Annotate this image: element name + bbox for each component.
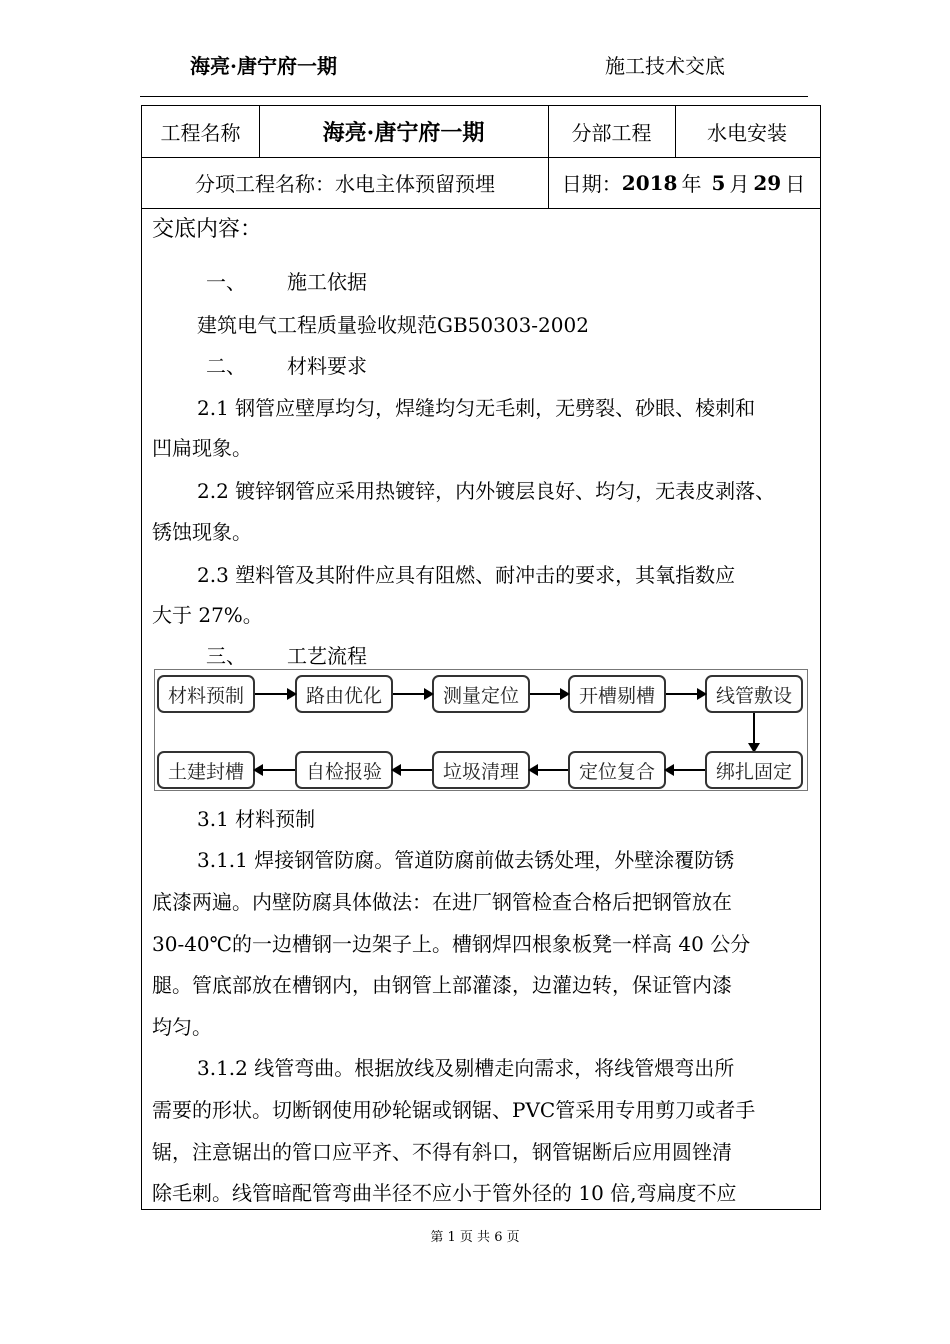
para-3-1-1-line1: 3.1.1 焊接钢管防腐。管道防腐前做去锈处理，外壁涂覆防锈	[197, 848, 735, 872]
flow-arrow-right	[255, 693, 295, 695]
flow-arrow-left	[666, 769, 705, 771]
flow-arrow-left	[530, 769, 568, 771]
subitem-name: 分项工程名称：水电主体预留预埋	[195, 172, 495, 196]
date-month: 5	[711, 170, 726, 195]
para-2-2-line2: 锈蚀现象。	[152, 520, 252, 544]
section-3-title: 工艺流程	[287, 644, 367, 668]
flow-arrow-right	[393, 693, 432, 695]
para-3-1-1-line4: 腿。管底部放在槽钢内，由钢管上部灌漆，边灌边转，保证管内漆	[152, 973, 732, 997]
section-1-text: 建筑电气工程质量验收规范GB50303-2002	[197, 313, 589, 337]
date-year: 2018	[621, 170, 678, 195]
para-3-1-1-line2: 底漆两遍。内壁防腐具体做法：在进厂钢管检查合格后把钢管放在	[152, 890, 732, 914]
section-2-title: 材料要求	[287, 354, 367, 378]
date-day: 29	[753, 170, 782, 195]
para-3-1-2-line2: 需要的形状。切断钢使用砂轮锯或钢锯、PVC管采用专用剪刀或者手	[152, 1098, 756, 1122]
para-3-1-2-line1: 3.1.2 线管弯曲。根据放线及剔槽走向需求，将线管煨弯出所	[197, 1056, 735, 1080]
table-row-project	[142, 106, 820, 158]
date-day-unit: 日	[785, 172, 806, 196]
flow-step-3: 测量定位	[432, 675, 530, 713]
flow-step-8: 垃圾清理	[432, 751, 530, 789]
section-3-number: 三、	[206, 644, 246, 668]
section-1-number: 一、	[206, 270, 246, 294]
header-project: 海亮·唐宁府一期	[190, 54, 337, 78]
flow-step-2: 路由优化	[295, 675, 393, 713]
date-year-unit: 年	[681, 172, 702, 196]
para-2-3-line1: 2.3 塑料管及其附件应具有阻燃、耐冲击的要求，其氧指数应	[197, 563, 736, 587]
flow-step-4: 开槽剔槽	[568, 675, 666, 713]
flow-step-10: 土建封槽	[157, 751, 255, 789]
para-3-1-2-line4: 除毛刺。线管暗配管弯曲半径不应小于管外径的 10 倍,弯扁度不应	[152, 1181, 737, 1205]
date-label: 日期：	[561, 172, 622, 196]
flow-arrow-right	[530, 693, 568, 695]
division-label: 分部工程	[571, 121, 652, 145]
flow-step-6: 绑扎固定	[705, 751, 803, 789]
project-name-label: 工程名称	[160, 121, 241, 145]
table-row-subitem	[142, 157, 820, 209]
date-field	[548, 157, 819, 208]
header-doc-type: 施工技术交底	[605, 54, 725, 78]
para-2-2-line1: 2.2 镀锌钢管应采用热镀锌，内外镀层良好、均匀，无表皮剥落、	[197, 479, 776, 503]
para-3-1: 3.1 材料预制	[197, 807, 316, 831]
flow-step-7: 定位复合	[568, 751, 666, 789]
division-value: 水电安装	[707, 121, 787, 145]
flow-arrow-left	[255, 769, 295, 771]
flow-arrow-right	[666, 693, 705, 695]
flow-arrow-down	[753, 713, 755, 751]
header-divider	[140, 96, 808, 97]
project-name-value: 海亮·唐宁府一期	[322, 120, 485, 146]
flow-step-5: 线管敷设	[705, 675, 803, 713]
para-3-1-1-line3: 30-40℃的一边槽钢一边架子上。槽钢焊四根象板凳一样高 40 公分	[152, 932, 751, 956]
section-2-number: 二、	[206, 354, 246, 378]
para-2-1-line2: 凹扁现象。	[152, 436, 252, 460]
para-2-1-line1: 2.1 钢管应壁厚均匀，焊缝均匀无毛刺，无劈裂、砂眼、棱刺和	[197, 396, 756, 420]
date-month-unit: 月	[729, 172, 750, 196]
para-2-3-line2: 大于 27%。	[152, 603, 263, 627]
flow-step-9: 自检报验	[295, 751, 393, 789]
flow-arrow-left	[393, 769, 432, 771]
para-3-1-1-line5: 均匀。	[152, 1015, 212, 1039]
para-3-1-2-line3: 锯，注意锯出的管口应平齐、不得有斜口，钢管锯断后应用圆锉清	[152, 1140, 732, 1164]
disclosure-table	[141, 105, 821, 1210]
page-number: 第 1 页 共 6 页	[430, 1230, 520, 1245]
content-heading: 交底内容：	[152, 217, 263, 242]
flow-step-1: 材料预制	[157, 675, 255, 713]
section-1-title: 施工依据	[287, 270, 367, 294]
process-flow-diagram	[154, 669, 808, 791]
